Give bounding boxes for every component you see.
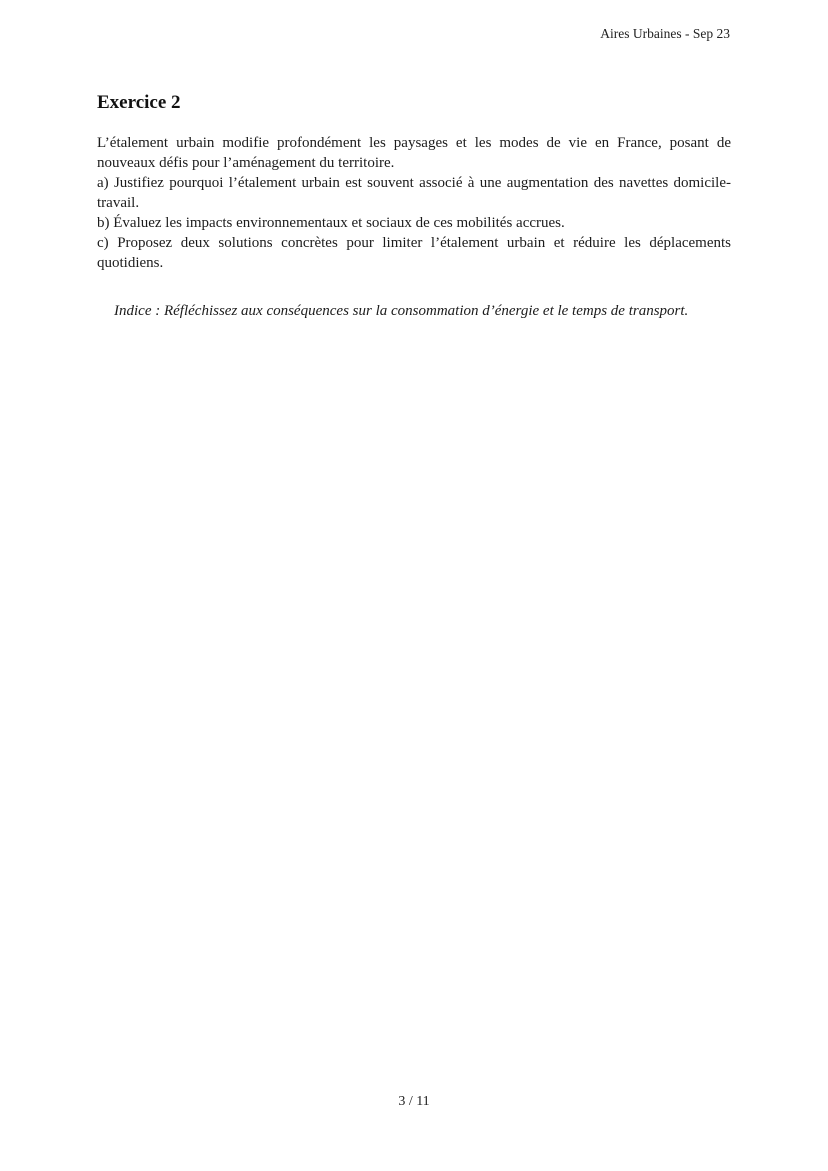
- hint-text: Indice : Réfléchissez aux conséquences sur la consommation d’énergie et le temps de transport.: [114, 303, 689, 319]
- question-b: b) Évaluez les impacts environnementaux et sociaux de ces mobilités accrues.: [97, 215, 565, 231]
- page-header: [0, 26, 730, 42]
- exercise-body: [97, 133, 731, 273]
- page-content: [97, 92, 731, 321]
- header-course-date-label: Aires Urbaines - Sep 23: [600, 26, 730, 41]
- question-c: c) Proposez deux solutions concrètes pour limiter l’étalement urbain et réduire les déplacements quotidiens.: [97, 235, 731, 271]
- question-a: a) Justifiez pourquoi l’étalement urbain est souvent associé à une augmentation des navettes domicile-travail.: [97, 175, 731, 211]
- page-number: 3 / 11: [398, 1094, 430, 1109]
- exercise-title: Exercice 2: [97, 92, 181, 113]
- exercise-intro-paragraph: L’étalement urbain modifie profondément les paysages et les modes de vie en France, posant de nouveaux défis pour l’aménagement du territoire.: [97, 135, 731, 171]
- page-footer: [0, 1094, 828, 1110]
